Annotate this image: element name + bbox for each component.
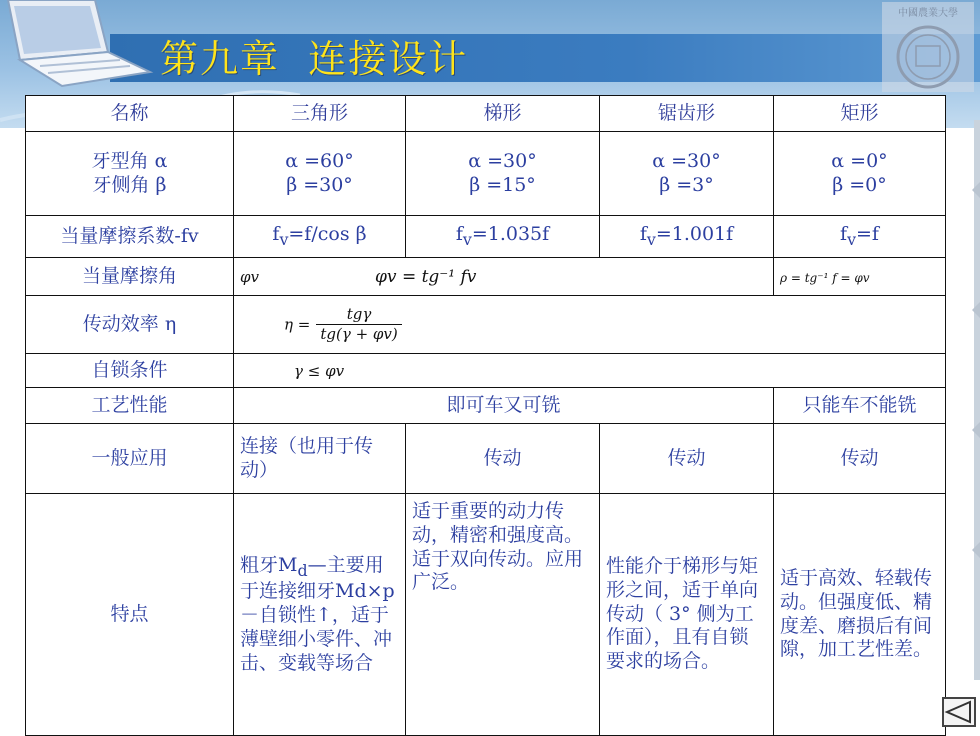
feature-row bbox=[26, 494, 946, 736]
feature-rectangle: 适于高效、轻载传动。但强度低、精度差、磨损后有间隙，加工艺性差。 bbox=[774, 494, 946, 736]
usage-sawtooth: 传动 bbox=[600, 424, 774, 494]
svg-text:中國農業大學: 中國農業大學 bbox=[898, 8, 958, 19]
process-row bbox=[26, 388, 946, 424]
angle-triangle: α =60° β =30° bbox=[234, 132, 406, 216]
efficiency-label: 传动效率 η bbox=[26, 296, 234, 354]
usage-label: 一般应用 bbox=[26, 424, 234, 494]
efficiency-formula: η = $\frac{\text{tgγ}}{tg(\gamma + \varphi v)}$ bbox=[234, 296, 946, 354]
angle-trapezoid: α =30° β =15° bbox=[406, 132, 600, 216]
feature-label: 特点 bbox=[26, 494, 234, 736]
thread-comparison-table bbox=[25, 95, 946, 736]
friction-label: 当量摩擦系数-fv bbox=[26, 216, 234, 258]
usage-triangle: 连接（也用于传动） bbox=[234, 424, 406, 494]
laptop-icon bbox=[0, 0, 170, 110]
process-label: 工艺性能 bbox=[26, 388, 234, 424]
right-edge-decoration bbox=[944, 120, 980, 680]
header-triangle: 三角形 bbox=[234, 96, 406, 132]
friction-trapezoid: $f_v=1.035f$ bbox=[406, 216, 600, 258]
self-lock-label: 自锁条件 bbox=[26, 354, 234, 388]
angle-row-label: 牙型角 α 牙侧角 β bbox=[26, 132, 234, 216]
process-common: 即可车又可铣 bbox=[234, 388, 774, 424]
friction-sawtooth: $f_v=1.001f$ bbox=[600, 216, 774, 258]
friction-angle-row bbox=[26, 258, 946, 296]
process-rectangle: 只能车不能铣 bbox=[774, 388, 946, 424]
friction-triangle: $f_v=f/\cos$ β bbox=[234, 216, 406, 258]
friction-rectangle: $f_v=f$ bbox=[774, 216, 946, 258]
header-name: 名称 bbox=[26, 96, 234, 132]
friction-angle-label: 当量摩擦角 bbox=[26, 258, 234, 296]
triangle-left-icon bbox=[944, 699, 974, 725]
previous-slide-button[interactable] bbox=[942, 697, 976, 727]
usage-rectangle: 传动 bbox=[774, 424, 946, 494]
efficiency-row bbox=[26, 296, 946, 354]
header-sawtooth: 锯齿形 bbox=[600, 96, 774, 132]
feature-triangle: 粗牙$M_d—$主要用于连接细牙Md×p－自锁性↑，适于薄壁细小零件、冲击、变载等场合 bbox=[234, 494, 406, 736]
usage-trapezoid: 传动 bbox=[406, 424, 600, 494]
slide-title: 第九章 连接设计 bbox=[160, 37, 469, 81]
header-trapezoid: 梯形 bbox=[406, 96, 600, 132]
header-row bbox=[26, 96, 946, 132]
angle-row bbox=[26, 132, 946, 216]
angle-rectangle: α =0° β =0° bbox=[774, 132, 946, 216]
self-lock-formula: γ ≤ φv bbox=[234, 354, 946, 388]
angle-sawtooth: α =30° β =3° bbox=[600, 132, 774, 216]
friction-angle-formula: φv φv = tg⁻¹ fv bbox=[234, 258, 774, 296]
self-lock-row bbox=[26, 354, 946, 388]
friction-row bbox=[26, 216, 946, 258]
usage-row bbox=[26, 424, 946, 494]
friction-angle-rect-formula: ρ = tg⁻¹ f = φv bbox=[774, 258, 946, 296]
feature-trapezoid: 适于重要的动力传动，精密和强度高。适于双向传动。应用广泛。 bbox=[406, 494, 600, 736]
university-emblem-icon bbox=[882, 2, 974, 92]
feature-sawtooth: 性能介于梯形与矩形之间，适于单向传动（ 3° 侧为工作面），且有自锁要求的场合。 bbox=[600, 494, 774, 736]
header-rectangle: 矩形 bbox=[774, 96, 946, 132]
